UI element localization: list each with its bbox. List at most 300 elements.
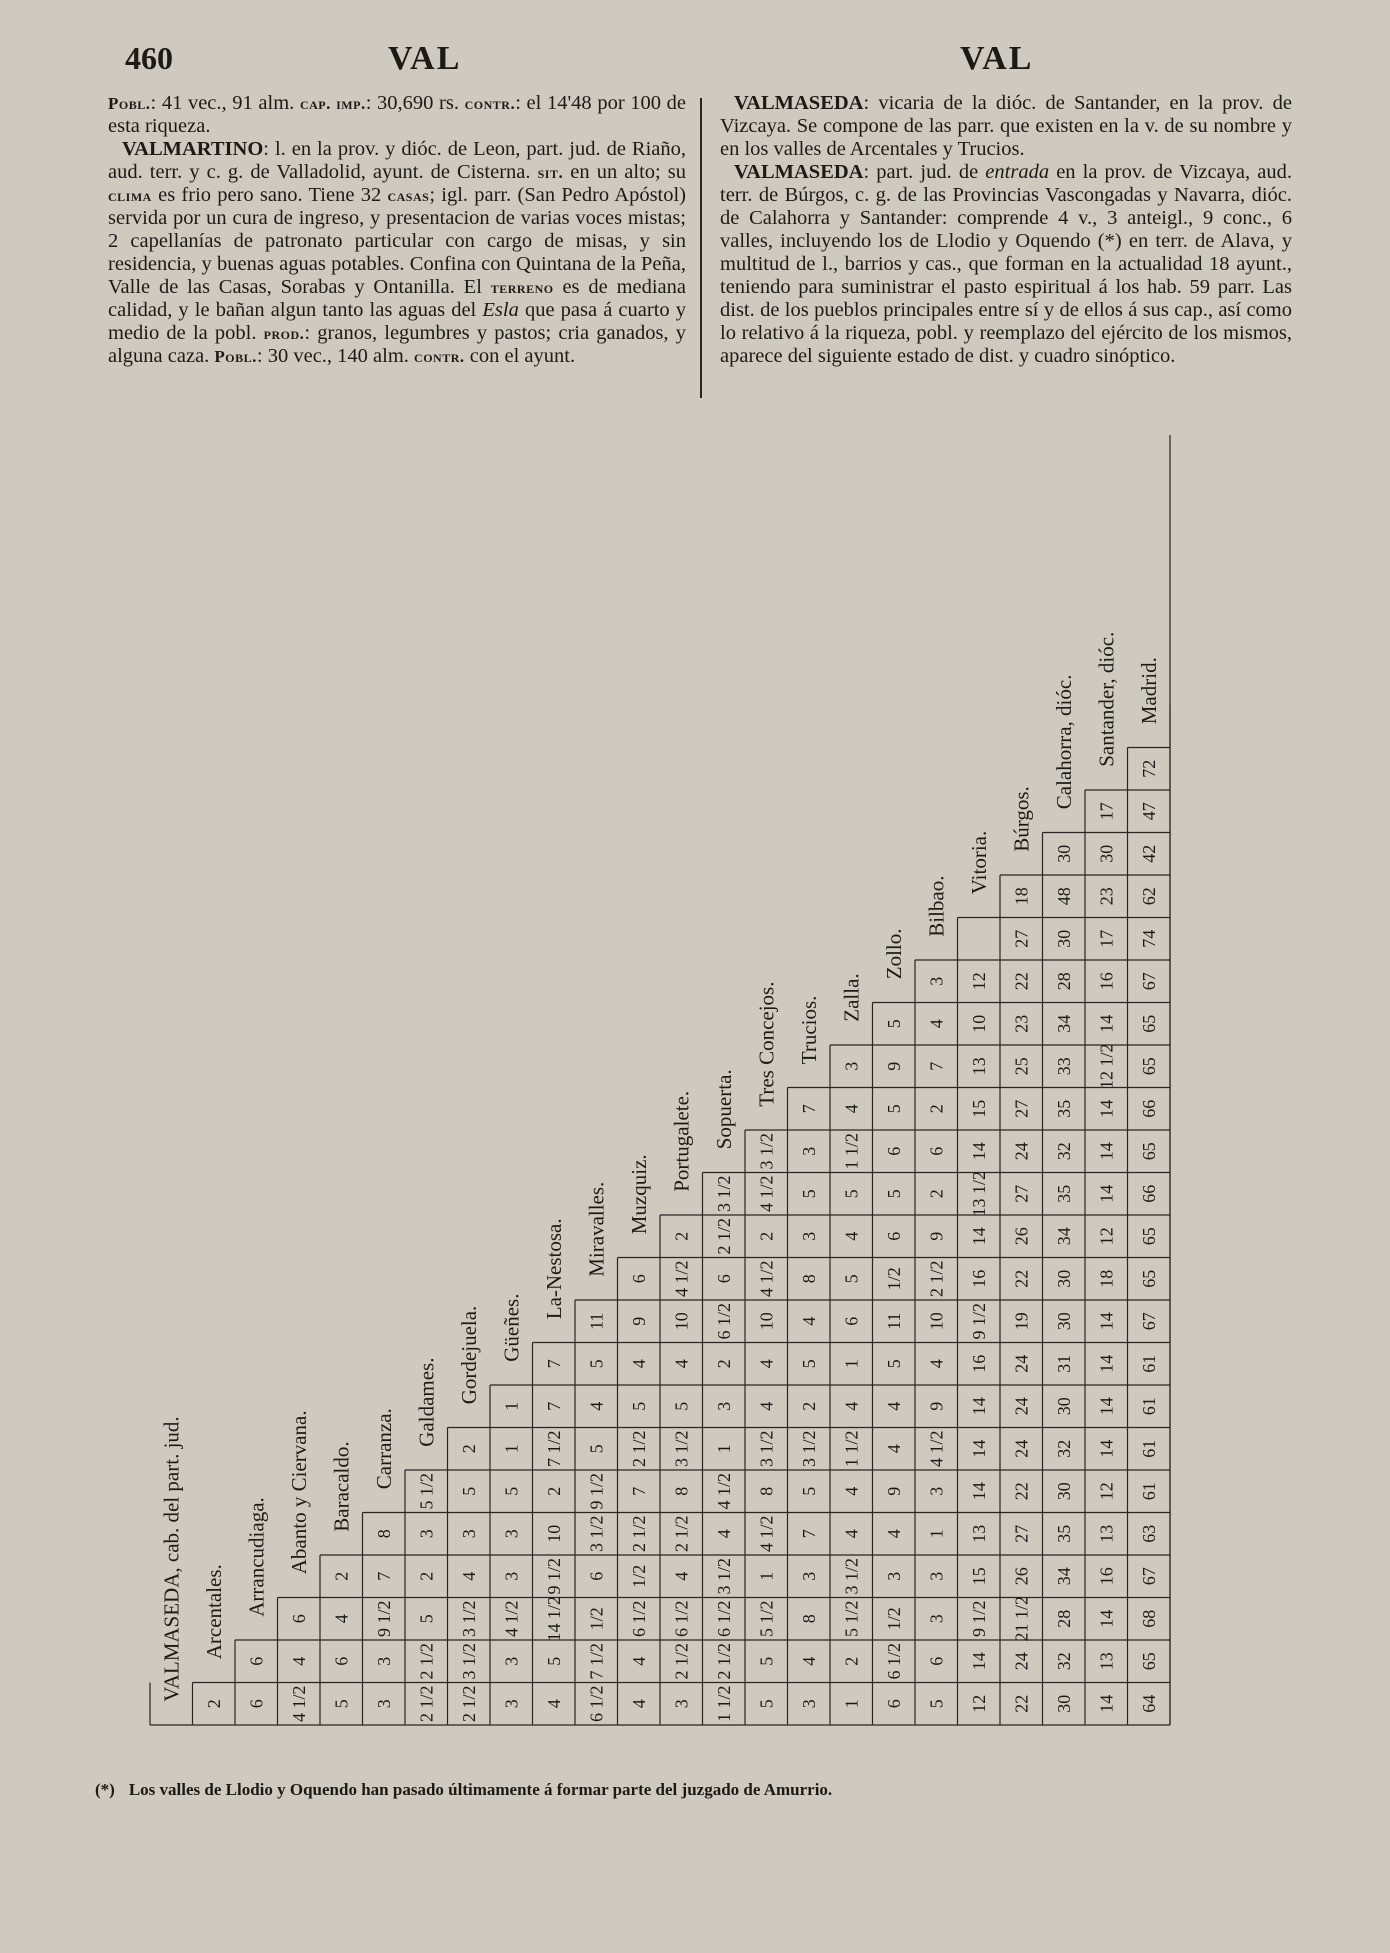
footnote-text: Los valles de Llodio y Oquendo han pasado últimamente á formar parte del juzgado de Amurrio. bbox=[128, 1780, 833, 1799]
distance-cell: 24 bbox=[1011, 1652, 1032, 1671]
distance-cell: 35 bbox=[1053, 1524, 1074, 1543]
distance-cell: 14 bbox=[1096, 1014, 1117, 1033]
distance-cell: 1 1/2 bbox=[841, 1430, 862, 1468]
distance-cell: 3 bbox=[883, 1571, 904, 1581]
place-label: Tres Concejos. bbox=[754, 981, 779, 1107]
distance-cell: 14 bbox=[968, 1227, 989, 1246]
distance-cell: 2 bbox=[203, 1699, 224, 1709]
distance-cell: 61 bbox=[1138, 1397, 1159, 1416]
distance-cell: 3 1/2 bbox=[671, 1430, 692, 1468]
distance-cell: 8 bbox=[373, 1529, 394, 1539]
distance-cell: 22 bbox=[1011, 1269, 1032, 1288]
distance-cell: 74 bbox=[1138, 929, 1159, 948]
distance-cell: 2 bbox=[926, 1189, 947, 1199]
distance-cell: 6 1/2 bbox=[586, 1685, 607, 1723]
distance-cell: 63 bbox=[1138, 1524, 1159, 1543]
distance-cell: 22 bbox=[1011, 1694, 1032, 1713]
distance-cell: 4 bbox=[628, 1656, 649, 1666]
distance-cell: 26 bbox=[1011, 1227, 1032, 1246]
page-number: 460 bbox=[125, 40, 173, 76]
distance-cell: 30 bbox=[1053, 1269, 1074, 1288]
place-label: Galdames. bbox=[414, 1357, 439, 1447]
distance-cell: 15 bbox=[968, 1099, 989, 1118]
distance-cell: 11 bbox=[586, 1312, 607, 1330]
running-head-left: VAL bbox=[388, 40, 462, 77]
distance-cell: 30 bbox=[1053, 1312, 1074, 1331]
distance-cell: 7 bbox=[543, 1359, 564, 1369]
distance-cell: 7 1/2 bbox=[586, 1642, 607, 1680]
distance-cell: 33 bbox=[1053, 1057, 1074, 1076]
distance-cell: 8 bbox=[798, 1274, 819, 1284]
distance-cell: 9 1/2 bbox=[543, 1557, 564, 1595]
distance-cell: 5 1/2 bbox=[416, 1472, 437, 1510]
distance-cell: 10 bbox=[756, 1312, 777, 1331]
distance-cell: 1 bbox=[841, 1359, 862, 1369]
place-label: Baracaldo. bbox=[329, 1441, 354, 1532]
distance-cell: 2 bbox=[841, 1656, 862, 1666]
distance-cell: 35 bbox=[1053, 1184, 1074, 1203]
distance-cell: 6 bbox=[883, 1231, 904, 1241]
entry-valmaseda-partido: VALMASEDA: part. jud. de entrada en la prov. de Vizcaya, aud. terr. de Búrgos, c. g. de las Provincias Vascongadas y Navarra, dióc. de Calahorra y Santander: comprende 4 v., 3 anteigl., 9 conc., 6 valles, incluyendo los de Llodio y Oquendo (*) en terr. de Alava, y multitud de l., barrios y cas., que forman en la actualidad 18 ayunt., teniendo para suministrar el pasto espiritual á los hab. 59 parr. Las dist. de los pueblos principales entre sí y de ellos á sus cap., así como lo relativo á la riqueza, pobl. y reemplazo del ejército de los mismos, aparece del siguiente estado de dist. y cuadro sinóptico. bbox=[720, 161, 1292, 367]
distance-cell: 16 bbox=[968, 1269, 989, 1288]
distance-cell: 27 bbox=[1011, 1099, 1032, 1118]
distance-cell: 6 bbox=[883, 1146, 904, 1156]
distance-cell: 9 bbox=[926, 1401, 947, 1411]
distance-cell: 5 bbox=[798, 1486, 819, 1496]
distance-cell: 25 bbox=[1011, 1057, 1032, 1076]
running-head-right: VAL bbox=[960, 40, 1034, 77]
distance-cell: 4 1/2 bbox=[756, 1175, 777, 1213]
distance-cell: 3 bbox=[798, 1231, 819, 1241]
place-label: Trucios. bbox=[796, 995, 821, 1065]
headword: VALMASEDA bbox=[734, 92, 864, 114]
distance-cell: 66 bbox=[1138, 1099, 1159, 1118]
distance-cell: 12 bbox=[1096, 1227, 1117, 1246]
distance-cell: 4 1/2 bbox=[288, 1685, 309, 1723]
distance-cell: 12 bbox=[968, 1694, 989, 1713]
distance-cell: 4 bbox=[756, 1401, 777, 1411]
distance-cell: 12 1/2 bbox=[1096, 1043, 1117, 1090]
distance-cell: 65 bbox=[1138, 1142, 1159, 1161]
distance-cell: 14 bbox=[968, 1142, 989, 1161]
distance-cell: 2 1/2 bbox=[671, 1642, 692, 1680]
distance-cell: 14 bbox=[1096, 1184, 1117, 1203]
distance-cell: 27 bbox=[1011, 1524, 1032, 1543]
distance-cell: 4 bbox=[458, 1571, 479, 1581]
distance-cell: 72 bbox=[1138, 759, 1159, 778]
distance-cell: 6 1/2 bbox=[883, 1642, 904, 1680]
place-label: Vitoria. bbox=[966, 830, 991, 895]
distance-cell: 7 bbox=[373, 1571, 394, 1581]
distance-cell: 18 bbox=[1011, 887, 1032, 906]
distance-cell: 1 bbox=[501, 1444, 522, 1454]
distance-cell: 23 bbox=[1011, 1014, 1032, 1033]
distance-cell: 5 bbox=[501, 1486, 522, 1496]
distance-cell: 3 bbox=[841, 1061, 862, 1071]
distance-cell: 4 1/2 bbox=[926, 1430, 947, 1468]
distance-cell: 14 bbox=[968, 1397, 989, 1416]
distance-cell: 4 bbox=[926, 1019, 947, 1029]
distance-cell: 9 1/2 bbox=[373, 1600, 394, 1638]
place-label: Arcentales. bbox=[201, 1564, 226, 1660]
place-label: Sopuerta. bbox=[711, 1069, 736, 1150]
entry-pobl: Pobl.: 41 vec., 91 alm. cap. imp.: 30,690 rs. contr.: el 14'48 por 100 de esta riqueza. bbox=[108, 92, 687, 137]
distance-cell: 30 bbox=[1053, 844, 1074, 863]
distance-cell: 2 1/2 bbox=[926, 1260, 947, 1298]
distance-cell: 5 bbox=[543, 1656, 564, 1666]
entry-valmartino: VALMARTINO: l. en la prov. y dióc. de Leon, part. jud. de Riaño, aud. terr. y c. g. de Valladolid, ayunt. de Cisterna. sit. en un alto; su clima es frio pero sano. Tiene 32 casas; igl. parr. (San Pedro Apóstol) servida por un cura de ingreso, y presentacion de varias voces mistas; 2 capellanías de patronato particular con cargo de misas, y sin residencia, y buenas aguas potables. Confina con Quintana de la Peña, Valle de las Casas, Sorabas y Ontanilla. El terreno es de mediana calidad, y le bañan algun tanto las aguas del Esla que pasa á cuarto y medio de la pobl. prod.: granos, legumbres y pastos; cria ganados, y alguna caza. Pobl.: 30 vec., 140 alm. contr. con el ayunt. bbox=[108, 138, 687, 367]
distance-table bbox=[140, 430, 1225, 1730]
distance-cell: 3 1/2 bbox=[798, 1430, 819, 1468]
distance-cell: 3 bbox=[926, 1571, 947, 1581]
distance-cell: 1 bbox=[841, 1699, 862, 1709]
distance-cell: 1 bbox=[756, 1571, 777, 1581]
distance-cell: 3 bbox=[926, 1486, 947, 1496]
distance-cell: 65 bbox=[1138, 1652, 1159, 1671]
distance-cell: 5 bbox=[416, 1614, 437, 1624]
distance-cell: 6 bbox=[246, 1656, 267, 1666]
column-rule bbox=[700, 98, 702, 398]
distance-cell: 30 bbox=[1096, 844, 1117, 863]
distance-cell: 6 1/2 bbox=[628, 1600, 649, 1638]
distance-cell: 65 bbox=[1138, 1269, 1159, 1288]
distance-cell: 6 bbox=[331, 1656, 352, 1666]
distance-cell: 3 1/2 bbox=[713, 1557, 734, 1595]
distance-cell: 3 1/2 bbox=[458, 1600, 479, 1638]
distance-cell: 2 1/2 bbox=[628, 1430, 649, 1468]
distance-cell: 3 bbox=[501, 1699, 522, 1709]
distance-cell: 14 bbox=[1096, 1354, 1117, 1373]
distance-cell: 14 bbox=[1096, 1312, 1117, 1331]
place-label: Güeñes. bbox=[499, 1293, 524, 1362]
distance-cell: 3 1/2 bbox=[586, 1515, 607, 1553]
distance-cell: 14 bbox=[1096, 1397, 1117, 1416]
distance-cell: 68 bbox=[1138, 1609, 1159, 1628]
distance-cell: 4 bbox=[288, 1656, 309, 1666]
distance-cell: 32 bbox=[1053, 1439, 1074, 1458]
place-label: Portugalete. bbox=[669, 1090, 694, 1192]
distance-cell: 6 bbox=[841, 1316, 862, 1326]
distance-cell: 65 bbox=[1138, 1227, 1159, 1246]
distance-cell: 5 bbox=[671, 1401, 692, 1411]
distance-cell: 3 bbox=[671, 1699, 692, 1709]
distance-cell: 5 bbox=[883, 1019, 904, 1029]
distance-cell: 4 bbox=[883, 1444, 904, 1454]
distance-cell: 7 bbox=[628, 1486, 649, 1496]
distance-cell: 2 bbox=[458, 1444, 479, 1454]
distance-cell: 67 bbox=[1138, 1567, 1159, 1586]
distance-table-svg bbox=[140, 430, 1225, 1730]
distance-cell: 5 bbox=[798, 1189, 819, 1199]
distance-cell: 16 bbox=[1096, 1567, 1117, 1586]
distance-cell: 2 bbox=[671, 1231, 692, 1241]
distance-cell: 27 bbox=[1011, 1184, 1032, 1203]
distance-cell: 1 1/2 bbox=[841, 1132, 862, 1170]
place-label: Zalla. bbox=[839, 973, 864, 1022]
distance-cell: 32 bbox=[1053, 1142, 1074, 1161]
distance-cell: 14 bbox=[968, 1482, 989, 1501]
distance-cell: 24 bbox=[1011, 1142, 1032, 1161]
place-label: Muzquiz. bbox=[626, 1154, 651, 1235]
distance-cell: 14 bbox=[1096, 1099, 1117, 1118]
distance-cell: 4 1/2 bbox=[756, 1515, 777, 1553]
distance-cell: 24 bbox=[1011, 1439, 1032, 1458]
distance-cell: 9 bbox=[926, 1231, 947, 1241]
distance-cell: 15 bbox=[968, 1567, 989, 1586]
distance-cell: 34 bbox=[1053, 1014, 1074, 1033]
distance-cell: 47 bbox=[1138, 802, 1159, 821]
distance-cell: 23 bbox=[1096, 887, 1117, 906]
distance-cell: 17 bbox=[1096, 929, 1117, 948]
distance-cell: 5 bbox=[883, 1189, 904, 1199]
distance-cell: 1 bbox=[501, 1401, 522, 1411]
distance-cell: 9 bbox=[883, 1486, 904, 1496]
distance-cell: 6 1/2 bbox=[713, 1600, 734, 1638]
distance-cell: 31 bbox=[1053, 1354, 1074, 1373]
distance-cell: 7 1/2 bbox=[543, 1430, 564, 1468]
distance-cell: 3 1/2 bbox=[756, 1132, 777, 1170]
distance-cell: 7 bbox=[798, 1104, 819, 1114]
distance-cell: 13 1/2 bbox=[968, 1170, 989, 1217]
place-label: Miravalles. bbox=[584, 1181, 609, 1277]
distance-cell: 12 bbox=[968, 972, 989, 991]
place-label: Gordejuela. bbox=[456, 1305, 481, 1405]
distance-cell: 61 bbox=[1138, 1439, 1159, 1458]
distance-cell: 3 bbox=[926, 976, 947, 986]
distance-cell: 3 bbox=[501, 1656, 522, 1666]
distance-cell: 4 bbox=[883, 1401, 904, 1411]
distance-cell: 32 bbox=[1053, 1652, 1074, 1671]
distance-cell: 9 1/2 bbox=[586, 1472, 607, 1510]
distance-cell: 65 bbox=[1138, 1057, 1159, 1076]
distance-cell: 12 bbox=[1096, 1482, 1117, 1501]
distance-cell: 28 bbox=[1053, 972, 1074, 991]
distance-cell: 4 bbox=[586, 1401, 607, 1411]
distance-cell: 2 bbox=[713, 1359, 734, 1369]
left-column bbox=[108, 92, 686, 368]
distance-cell: 4 bbox=[883, 1529, 904, 1539]
distance-cell: 10 bbox=[671, 1312, 692, 1331]
distance-cell: 7 bbox=[926, 1061, 947, 1071]
distance-cell: 34 bbox=[1053, 1567, 1074, 1586]
distance-cell: 16 bbox=[968, 1354, 989, 1373]
distance-cell: 5 bbox=[841, 1189, 862, 1199]
distance-cell: 6 bbox=[246, 1699, 267, 1709]
distance-cell: 61 bbox=[1138, 1354, 1159, 1373]
distance-cell: 6 bbox=[883, 1699, 904, 1709]
distance-cell: 48 bbox=[1053, 887, 1074, 906]
distance-cell: 4 bbox=[841, 1401, 862, 1411]
distance-cell: 4 bbox=[841, 1104, 862, 1114]
distance-cell: 6 bbox=[288, 1614, 309, 1624]
distance-cell: 1 bbox=[713, 1444, 734, 1454]
distance-cell: 5 bbox=[628, 1401, 649, 1411]
distance-cell: 3 bbox=[373, 1656, 394, 1666]
distance-cell: 4 1/2 bbox=[713, 1472, 734, 1510]
place-label: Bilbao. bbox=[924, 875, 949, 937]
distance-cell: 3 bbox=[713, 1401, 734, 1411]
place-label: Búrgos. bbox=[1009, 786, 1034, 852]
distance-cell: 5 1/2 bbox=[841, 1600, 862, 1638]
distance-cell: 66 bbox=[1138, 1184, 1159, 1203]
distance-cell: 62 bbox=[1138, 887, 1159, 906]
distance-cell: 2 bbox=[416, 1571, 437, 1581]
distance-cell: 6 bbox=[628, 1274, 649, 1284]
distance-cell: 3 bbox=[798, 1146, 819, 1156]
distance-cell: 3 bbox=[501, 1571, 522, 1581]
distance-cell: 5 bbox=[458, 1486, 479, 1496]
distance-cell: 14 bbox=[1096, 1609, 1117, 1628]
distance-cell: 30 bbox=[1053, 1694, 1074, 1713]
distance-cell: 2 1/2 bbox=[416, 1642, 437, 1680]
distance-cell: 14 bbox=[1096, 1142, 1117, 1161]
distance-cell: 30 bbox=[1053, 1482, 1074, 1501]
distance-cell: 2 bbox=[798, 1401, 819, 1411]
distance-cell: 4 1/2 bbox=[756, 1260, 777, 1298]
distance-cell: 21 1/2 bbox=[1011, 1595, 1032, 1642]
distance-cell: 8 bbox=[671, 1486, 692, 1496]
distance-cell: 4 bbox=[841, 1529, 862, 1539]
place-label: Calahorra, dióc. bbox=[1051, 674, 1076, 810]
distance-cell: 28 bbox=[1053, 1609, 1074, 1628]
entry-valmaseda-vicaria: VALMASEDA: vicaria de la dióc. de Santander, en la prov. de Vizcaya. Se compone de las parr. que existen en la v. de su nombre y en los valles de Arcentales y Trucios. bbox=[720, 92, 1292, 160]
distance-cell: 10 bbox=[926, 1312, 947, 1331]
distance-cell: 8 bbox=[756, 1486, 777, 1496]
distance-cell: 14 bbox=[968, 1439, 989, 1458]
distance-cell: 1/2 bbox=[586, 1607, 607, 1631]
distance-cell: 1/2 bbox=[883, 1607, 904, 1631]
distance-cell: 7 bbox=[798, 1529, 819, 1539]
distance-cell: 4 bbox=[628, 1699, 649, 1709]
distance-cell: 16 bbox=[1096, 972, 1117, 991]
distance-cell: 14 bbox=[1096, 1439, 1117, 1458]
distance-cell: 14 1/2 bbox=[543, 1595, 564, 1642]
place-label: Arrancudiaga. bbox=[244, 1497, 269, 1617]
distance-cell: 64 bbox=[1138, 1694, 1159, 1713]
distance-cell: 13 bbox=[1096, 1524, 1117, 1543]
distance-cell: 17 bbox=[1096, 802, 1117, 821]
distance-cell: 3 bbox=[416, 1529, 437, 1539]
distance-cell: 3 1/2 bbox=[713, 1175, 734, 1213]
headword: VALMASEDA bbox=[734, 161, 864, 183]
place-label: Santander, dióc. bbox=[1094, 631, 1119, 767]
distance-cell: 5 bbox=[756, 1656, 777, 1666]
distance-cell: 4 bbox=[713, 1529, 734, 1539]
distance-cell: 3 bbox=[373, 1699, 394, 1709]
distance-cell: 5 bbox=[926, 1699, 947, 1709]
distance-cell: 2 1/2 bbox=[671, 1515, 692, 1553]
distance-cell: 4 bbox=[543, 1699, 564, 1709]
distance-cell: 4 bbox=[671, 1571, 692, 1581]
distance-cell: 3 bbox=[501, 1529, 522, 1539]
distance-cell: 1 1/2 bbox=[713, 1685, 734, 1723]
distance-cell: 5 bbox=[331, 1699, 352, 1709]
distance-cell: 10 bbox=[968, 1014, 989, 1033]
distance-cell: 1 bbox=[926, 1529, 947, 1539]
distance-cell: 14 bbox=[1096, 1694, 1117, 1713]
distance-cell: 4 bbox=[671, 1359, 692, 1369]
distance-cell: 2 1/2 bbox=[458, 1685, 479, 1723]
distance-cell: 9 1/2 bbox=[968, 1600, 989, 1638]
distance-cell: 6 bbox=[926, 1656, 947, 1666]
distance-cell: 22 bbox=[1011, 1482, 1032, 1501]
distance-cell: 4 1/2 bbox=[501, 1600, 522, 1638]
distance-cell: 2 1/2 bbox=[416, 1685, 437, 1723]
distance-cell: 30 bbox=[1053, 1397, 1074, 1416]
distance-cell: 3 bbox=[798, 1571, 819, 1581]
place-label: Abanto y Ciervana. bbox=[286, 1410, 311, 1575]
distance-cell: 2 bbox=[543, 1486, 564, 1496]
distance-cell: 18 bbox=[1096, 1269, 1117, 1288]
footnote bbox=[95, 1780, 1245, 1800]
distance-cell: 4 bbox=[628, 1359, 649, 1369]
place-label: Madrid. bbox=[1136, 657, 1161, 725]
distance-cell: 5 bbox=[798, 1359, 819, 1369]
distance-cell: 35 bbox=[1053, 1099, 1074, 1118]
distance-cell: 1/2 bbox=[883, 1267, 904, 1291]
distance-cell: 5 bbox=[883, 1359, 904, 1369]
place-label: Zollo. bbox=[881, 928, 906, 980]
distance-cell: 5 bbox=[586, 1359, 607, 1369]
distance-cell: 65 bbox=[1138, 1014, 1159, 1033]
distance-cell: 4 bbox=[841, 1486, 862, 1496]
distance-cell: 2 bbox=[331, 1571, 352, 1581]
distance-cell: 4 bbox=[798, 1656, 819, 1666]
distance-cell: 7 bbox=[543, 1401, 564, 1411]
distance-cell: 9 bbox=[628, 1316, 649, 1326]
distance-cell: 9 bbox=[883, 1061, 904, 1071]
distance-cell: 9 1/2 bbox=[968, 1302, 989, 1340]
place-label: VALMASEDA, cab. del part. jud. bbox=[159, 1416, 184, 1702]
distance-cell: 1/2 bbox=[628, 1564, 649, 1588]
distance-cell: 10 bbox=[543, 1524, 564, 1543]
distance-cell: 22 bbox=[1011, 972, 1032, 991]
headword: VALMARTINO bbox=[122, 138, 264, 160]
distance-cell: 67 bbox=[1138, 1312, 1159, 1331]
footnote-mark: (*) bbox=[95, 1780, 115, 1799]
distance-cell: 61 bbox=[1138, 1482, 1159, 1501]
place-label: La-Nestosa. bbox=[541, 1218, 566, 1320]
distance-cell: 3 1/2 bbox=[841, 1557, 862, 1595]
distance-cell: 6 bbox=[713, 1274, 734, 1284]
distance-cell: 3 bbox=[926, 1614, 947, 1624]
place-label: Carranza. bbox=[371, 1408, 396, 1490]
distance-cell: 24 bbox=[1011, 1397, 1032, 1416]
distance-cell: 3 1/2 bbox=[756, 1430, 777, 1468]
distance-cell: 19 bbox=[1011, 1312, 1032, 1331]
distance-cell: 2 1/2 bbox=[628, 1515, 649, 1553]
distance-cell: 8 bbox=[798, 1614, 819, 1624]
distance-cell: 27 bbox=[1011, 929, 1032, 948]
distance-cell: 34 bbox=[1053, 1227, 1074, 1246]
distance-cell: 13 bbox=[968, 1057, 989, 1076]
right-column bbox=[720, 92, 1292, 368]
distance-cell: 5 bbox=[756, 1699, 777, 1709]
distance-cell: 3 bbox=[458, 1529, 479, 1539]
distance-cell: 4 bbox=[798, 1316, 819, 1326]
distance-cell: 4 bbox=[926, 1359, 947, 1369]
distance-cell: 2 1/2 bbox=[713, 1642, 734, 1680]
distance-cell: 42 bbox=[1138, 844, 1159, 863]
distance-cell: 26 bbox=[1011, 1567, 1032, 1586]
distance-cell: 5 bbox=[883, 1104, 904, 1114]
distance-cell: 3 1/2 bbox=[458, 1642, 479, 1680]
distance-cell: 5 bbox=[586, 1444, 607, 1454]
distance-cell: 30 bbox=[1053, 929, 1074, 948]
distance-cell: 2 bbox=[756, 1231, 777, 1241]
distance-cell: 67 bbox=[1138, 972, 1159, 991]
distance-cell: 4 bbox=[756, 1359, 777, 1369]
